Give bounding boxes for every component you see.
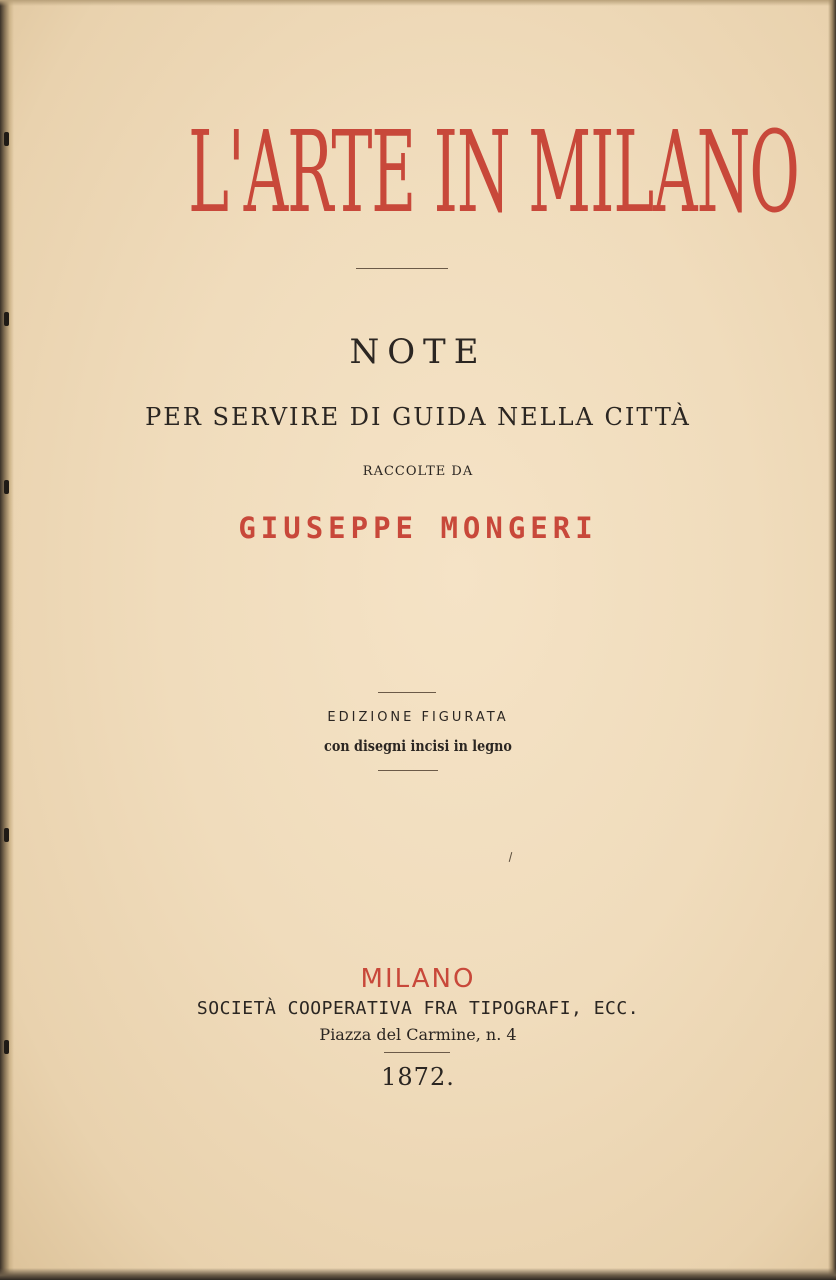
subtitle: PER SERVIRE DI GUIDA NELLA CITTÀ bbox=[145, 403, 691, 431]
edition-rule-top bbox=[378, 692, 436, 693]
imprint-city: MILANO bbox=[360, 964, 476, 994]
page-bottom-edge bbox=[0, 1268, 836, 1280]
imprint-publisher: SOCIETÀ COOPERATIVA FRA TIPOGRAFI, ECC. bbox=[196, 998, 640, 1019]
heading-note: NOTE bbox=[349, 332, 487, 372]
edition-label: EDIZIONE FIGURATA bbox=[327, 710, 509, 725]
book-title: L'ARTE IN MILANO bbox=[188, 108, 799, 238]
binding-stitch bbox=[4, 312, 9, 326]
edition-rule-bottom bbox=[378, 770, 438, 771]
binding-stitch bbox=[4, 480, 9, 494]
imprint-address: Piazza del Carmine, n. 4 bbox=[319, 1025, 517, 1044]
author-name: GIUSEPPE MONGERI bbox=[238, 511, 598, 545]
binding-stitch bbox=[4, 132, 9, 146]
imprint-rule bbox=[384, 1052, 450, 1053]
title-rule bbox=[356, 268, 448, 269]
page-top-edge bbox=[0, 0, 836, 6]
collected-by-label: RACCOLTE DA bbox=[362, 464, 474, 479]
imprint-year: 1872. bbox=[381, 1063, 455, 1091]
binding-stitch bbox=[4, 828, 9, 842]
ink-mark bbox=[509, 852, 513, 862]
edition-detail: con disegni incisi in legno bbox=[324, 737, 512, 755]
